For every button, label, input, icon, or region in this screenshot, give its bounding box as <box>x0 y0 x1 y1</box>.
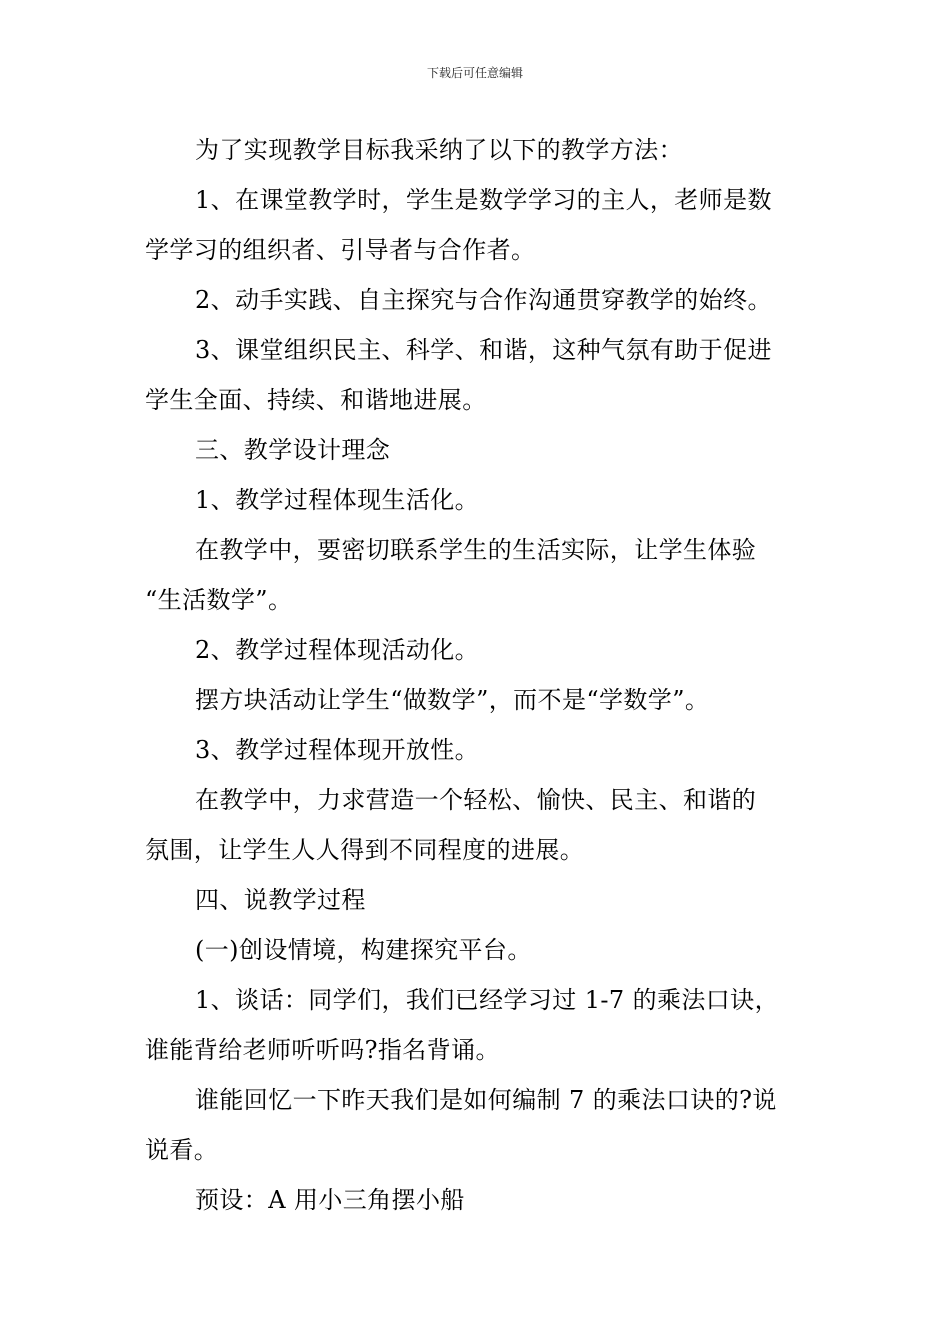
page-header-note: 下载后可任意编辑 <box>426 66 523 80</box>
paragraph-line: 2、教学过程体现活动化。 <box>195 636 480 664</box>
paragraph-line: (一)创设情境，构建探究平台。 <box>195 936 532 964</box>
paragraph-line: 学生全面、持续、和谐地进展。 <box>145 386 487 414</box>
paragraph-line: 预设：A 用小三角摆小船 <box>195 1186 465 1214</box>
paragraph-line: 摆方块活动让学生“做数学”，而不是“学数学”。 <box>195 686 710 714</box>
paragraph-line: 在教学中，要密切联系学生的生活实际，让学生体验 <box>195 536 757 564</box>
paragraph-line: 在教学中，力求营造一个轻松、愉快、民主、和谐的 <box>195 786 757 814</box>
paragraph-line: 学学习的组织者、引导者与合作者。 <box>145 236 536 264</box>
paragraph-line: 3、教学过程体现开放性。 <box>195 736 480 764</box>
section-heading: 四、说教学过程 <box>195 886 366 914</box>
paragraph-line: 1、谈话：同学们，我们已经学习过 1-7 的乘法口诀， <box>195 986 779 1014</box>
paragraph-line: “生活数学”。 <box>145 586 293 614</box>
paragraph-line: 说看。 <box>145 1136 219 1164</box>
paragraph-line: 为了实现教学目标我采纳了以下的教学方法： <box>195 136 683 164</box>
paragraph-line: 2、动手实践、自主探究与合作沟通贯穿教学的始终。 <box>195 286 772 314</box>
paragraph-line: 1、在课堂教学时，学生是数学学习的主人，老师是数 <box>195 186 772 214</box>
paragraph-line: 谁能回忆一下昨天我们是如何编制 7 的乘法口诀的?说 <box>195 1086 777 1114</box>
paragraph-line: 谁能背给老师听听吗?指名背诵。 <box>145 1036 500 1064</box>
paragraph-line: 1、教学过程体现生活化。 <box>195 486 480 514</box>
paragraph-line: 3、课堂组织民主、科学、和谐，这种气氛有助于促进 <box>195 336 772 364</box>
paragraph-line: 氛围，让学生人人得到不同程度的进展。 <box>145 836 585 864</box>
section-heading: 三、教学设计理念 <box>195 436 391 464</box>
